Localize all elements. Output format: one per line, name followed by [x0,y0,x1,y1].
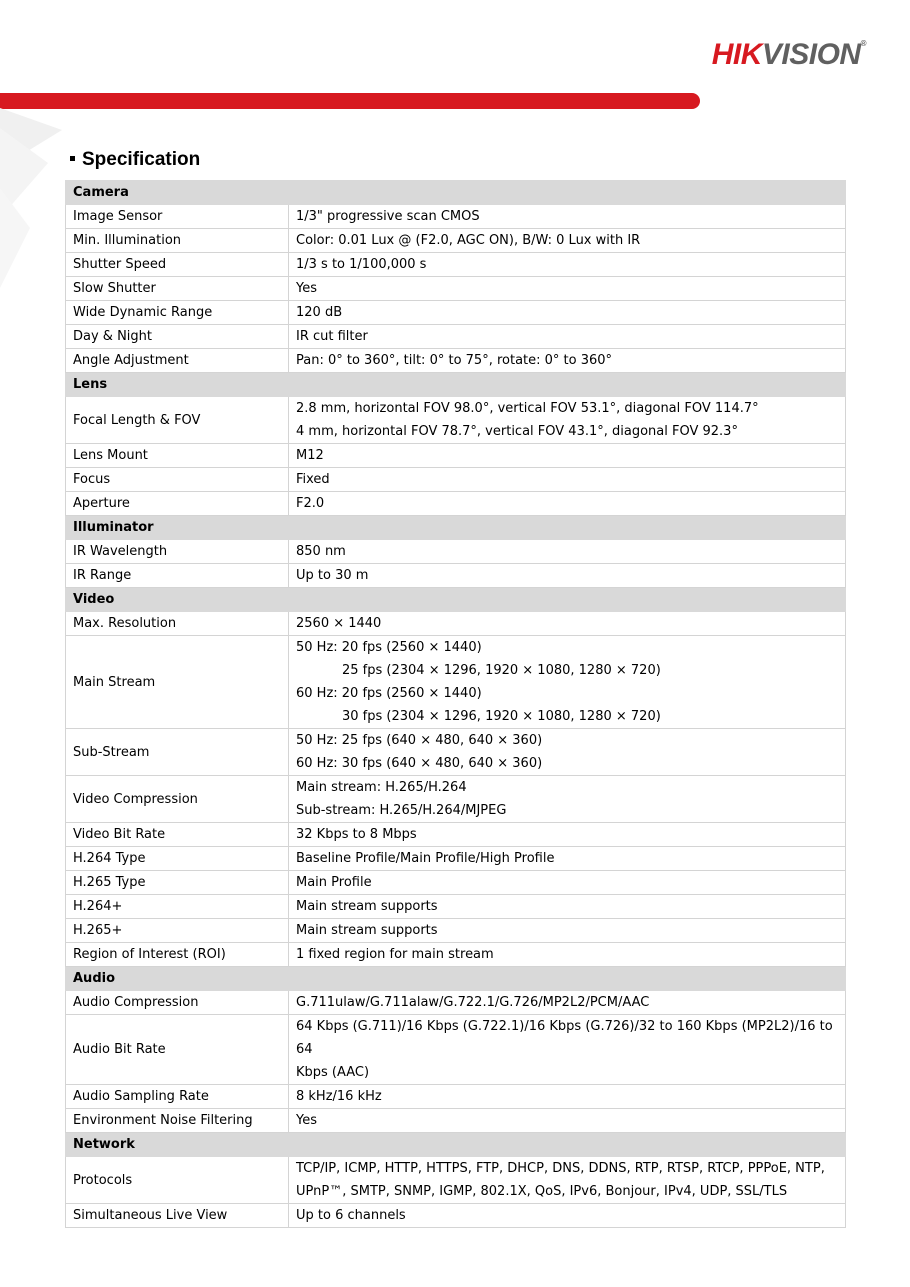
spec-value-line: 1/3" progressive scan CMOS [296,209,480,224]
spec-value-line: Sub-stream: H.265/H.264/MJPEG [296,803,507,818]
spec-value-line: 25 fps (2304 × 1296, 1920 × 1080, 1280 × 720) [342,663,661,678]
spec-value [289,1157,846,1204]
spec-label: Image Sensor [66,205,289,229]
spec-row [66,492,846,516]
spec-label: Min. Illumination [66,229,289,253]
spec-value-line: Kbps (AAC) [296,1065,370,1080]
spec-row [66,1109,846,1133]
spec-label: Audio Compression [66,991,289,1015]
spec-value-line: 1/3 s to 1/100,000 s [296,257,427,272]
spec-value-line: Main stream supports [296,923,438,938]
spec-value [289,253,846,277]
logo-hik: HIK [711,38,762,71]
spec-value [289,729,846,776]
spec-label: H.265+ [66,919,289,943]
spec-row [66,468,846,492]
group-header-row [66,1133,846,1157]
spec-label: Angle Adjustment [66,349,289,373]
spec-value-line: Up to 6 channels [296,1208,406,1223]
spec-label: Focal Length & FOV [66,397,289,444]
group-header-row [66,181,846,205]
spec-label: Sub-Stream [66,729,289,776]
spec-value-line: Main stream supports [296,899,438,914]
spec-label: Simultaneous Live View [66,1204,289,1228]
spec-value-line: 4 mm, horizontal FOV 78.7°, vertical FOV 43.1°, diagonal FOV 92.3° [296,424,738,439]
spec-label: Max. Resolution [66,612,289,636]
spec-label: Audio Bit Rate [66,1015,289,1085]
spec-value [289,823,846,847]
spec-value [289,325,846,349]
spec-row [66,871,846,895]
spec-label: H.264+ [66,895,289,919]
logo-registered-mark: ® [860,39,866,48]
spec-row [66,776,846,823]
spec-row [66,325,846,349]
spec-label: H.265 Type [66,871,289,895]
spec-value-line: 2560 × 1440 [296,616,382,631]
spec-value-line: Fixed [296,472,330,487]
title-bullet [70,156,75,161]
spec-row [66,564,846,588]
group-header: Camera [66,181,846,205]
spec-value [289,349,846,373]
decorative-triangles [0,108,70,298]
spec-value [289,444,846,468]
spec-value-line: 8 kHz/16 kHz [296,1089,382,1104]
spec-row [66,397,846,444]
spec-label: Audio Sampling Rate [66,1085,289,1109]
spec-row [66,540,846,564]
spec-value-line: 50 Hz: 20 fps (2560 × 1440) [296,640,482,655]
specification-table [65,180,846,1228]
spec-label: Video Bit Rate [66,823,289,847]
logo-vision: VISION [761,38,861,71]
spec-value [289,277,846,301]
spec-label: Region of Interest (ROI) [66,943,289,967]
spec-row [66,895,846,919]
spec-value-line: Pan: 0° to 360°, tilt: 0° to 75°, rotate: 0° to 360° [296,353,613,368]
spec-row [66,1015,846,1085]
spec-value [289,205,846,229]
spec-row [66,349,846,373]
spec-label: Lens Mount [66,444,289,468]
spec-value [289,919,846,943]
spec-row [66,823,846,847]
spec-value-line: 850 nm [296,544,346,559]
spec-label: Main Stream [66,636,289,729]
spec-value-line: 30 fps (2304 × 1296, 1920 × 1080, 1280 × 720) [342,709,661,724]
group-header: Audio [66,967,846,991]
spec-value [289,612,846,636]
spec-value-line: Baseline Profile/Main Profile/High Profile [296,851,555,866]
spec-row [66,229,846,253]
spec-value [289,943,846,967]
spec-value-line: 1 fixed region for main stream [296,947,494,962]
spec-value [289,492,846,516]
spec-value-line: Color: 0.01 Lux @ (F2.0, AGC ON), B/W: 0 Lux with IR [296,233,641,248]
spec-value [289,1085,846,1109]
hikvision-logo [712,40,866,70]
spec-label: Wide Dynamic Range [66,301,289,325]
spec-label: Focus [66,468,289,492]
spec-value-line: IR cut filter [296,329,368,344]
spec-value [289,397,846,444]
spec-value [289,468,846,492]
spec-row [66,253,846,277]
spec-value-line: 2.8 mm, horizontal FOV 98.0°, vertical FOV 53.1°, diagonal FOV 114.7° [296,401,759,416]
spec-value [289,991,846,1015]
spec-value [289,847,846,871]
spec-row [66,1085,846,1109]
group-header-row [66,516,846,540]
spec-value-line: Main Profile [296,875,372,890]
spec-value-line: TCP/IP, ICMP, HTTP, HTTPS, FTP, DHCP, DNS, DDNS, RTP, RTSP, RTCP, PPPoE, NTP, [296,1161,825,1176]
spec-value [289,564,846,588]
spec-row [66,919,846,943]
spec-value-line: Up to 30 m [296,568,369,583]
spec-label: Environment Noise Filtering [66,1109,289,1133]
spec-row [66,444,846,468]
spec-row [66,301,846,325]
spec-value [289,1204,846,1228]
spec-label: IR Range [66,564,289,588]
group-header: Network [66,1133,846,1157]
header-red-bar [0,93,700,109]
spec-value-line: M12 [296,448,324,463]
spec-label: Day & Night [66,325,289,349]
spec-row [66,277,846,301]
spec-row [66,205,846,229]
group-header-row [66,373,846,397]
spec-value-line: Yes [296,281,317,296]
spec-label: Protocols [66,1157,289,1204]
spec-value [289,776,846,823]
spec-value-line: Yes [296,1113,317,1128]
spec-label: Shutter Speed [66,253,289,277]
spec-value-line: 32 Kbps to 8 Mbps [296,827,417,842]
spec-value [289,229,846,253]
spec-row [66,1157,846,1204]
spec-row [66,1204,846,1228]
spec-row [66,612,846,636]
spec-value-line: 60 Hz: 30 fps (640 × 480, 640 × 360) [296,756,543,771]
spec-value-line: 120 dB [296,305,343,320]
spec-label: H.264 Type [66,847,289,871]
section-title [70,149,200,171]
spec-label: IR Wavelength [66,540,289,564]
spec-label: Aperture [66,492,289,516]
spec-label: Video Compression [66,776,289,823]
spec-value-line: 60 Hz: 20 fps (2560 × 1440) [296,686,482,701]
spec-value-line: G.711ulaw/G.711alaw/G.722.1/G.726/MP2L2/PCM/AAC [296,995,650,1010]
section-title-text: Specification [82,149,201,170]
spec-value-line: Main stream: H.265/H.264 [296,780,467,795]
spec-row [66,847,846,871]
spec-row [66,729,846,776]
spec-value [289,871,846,895]
spec-value [289,636,846,729]
spec-row [66,991,846,1015]
group-header-row [66,967,846,991]
spec-value [289,301,846,325]
group-header: Illuminator [66,516,846,540]
group-header: Lens [66,373,846,397]
spec-row [66,943,846,967]
group-header: Video [66,588,846,612]
spec-value [289,895,846,919]
group-header-row [66,588,846,612]
spec-value-line: 50 Hz: 25 fps (640 × 480, 640 × 360) [296,733,543,748]
spec-value-line: 64 Kbps (G.711)/16 Kbps (G.722.1)/16 Kbps (G.726)/32 to 160 Kbps (MP2L2)/16 to 64 [296,1019,833,1057]
spec-value [289,1109,846,1133]
spec-value-line: F2.0 [296,496,325,511]
spec-row [66,636,846,729]
spec-value-line: UPnP™, SMTP, SNMP, IGMP, 802.1X, QoS, IPv6, Bonjour, IPv4, UDP, SSL/TLS [296,1184,788,1199]
spec-value [289,1015,846,1085]
spec-label: Slow Shutter [66,277,289,301]
spec-value [289,540,846,564]
